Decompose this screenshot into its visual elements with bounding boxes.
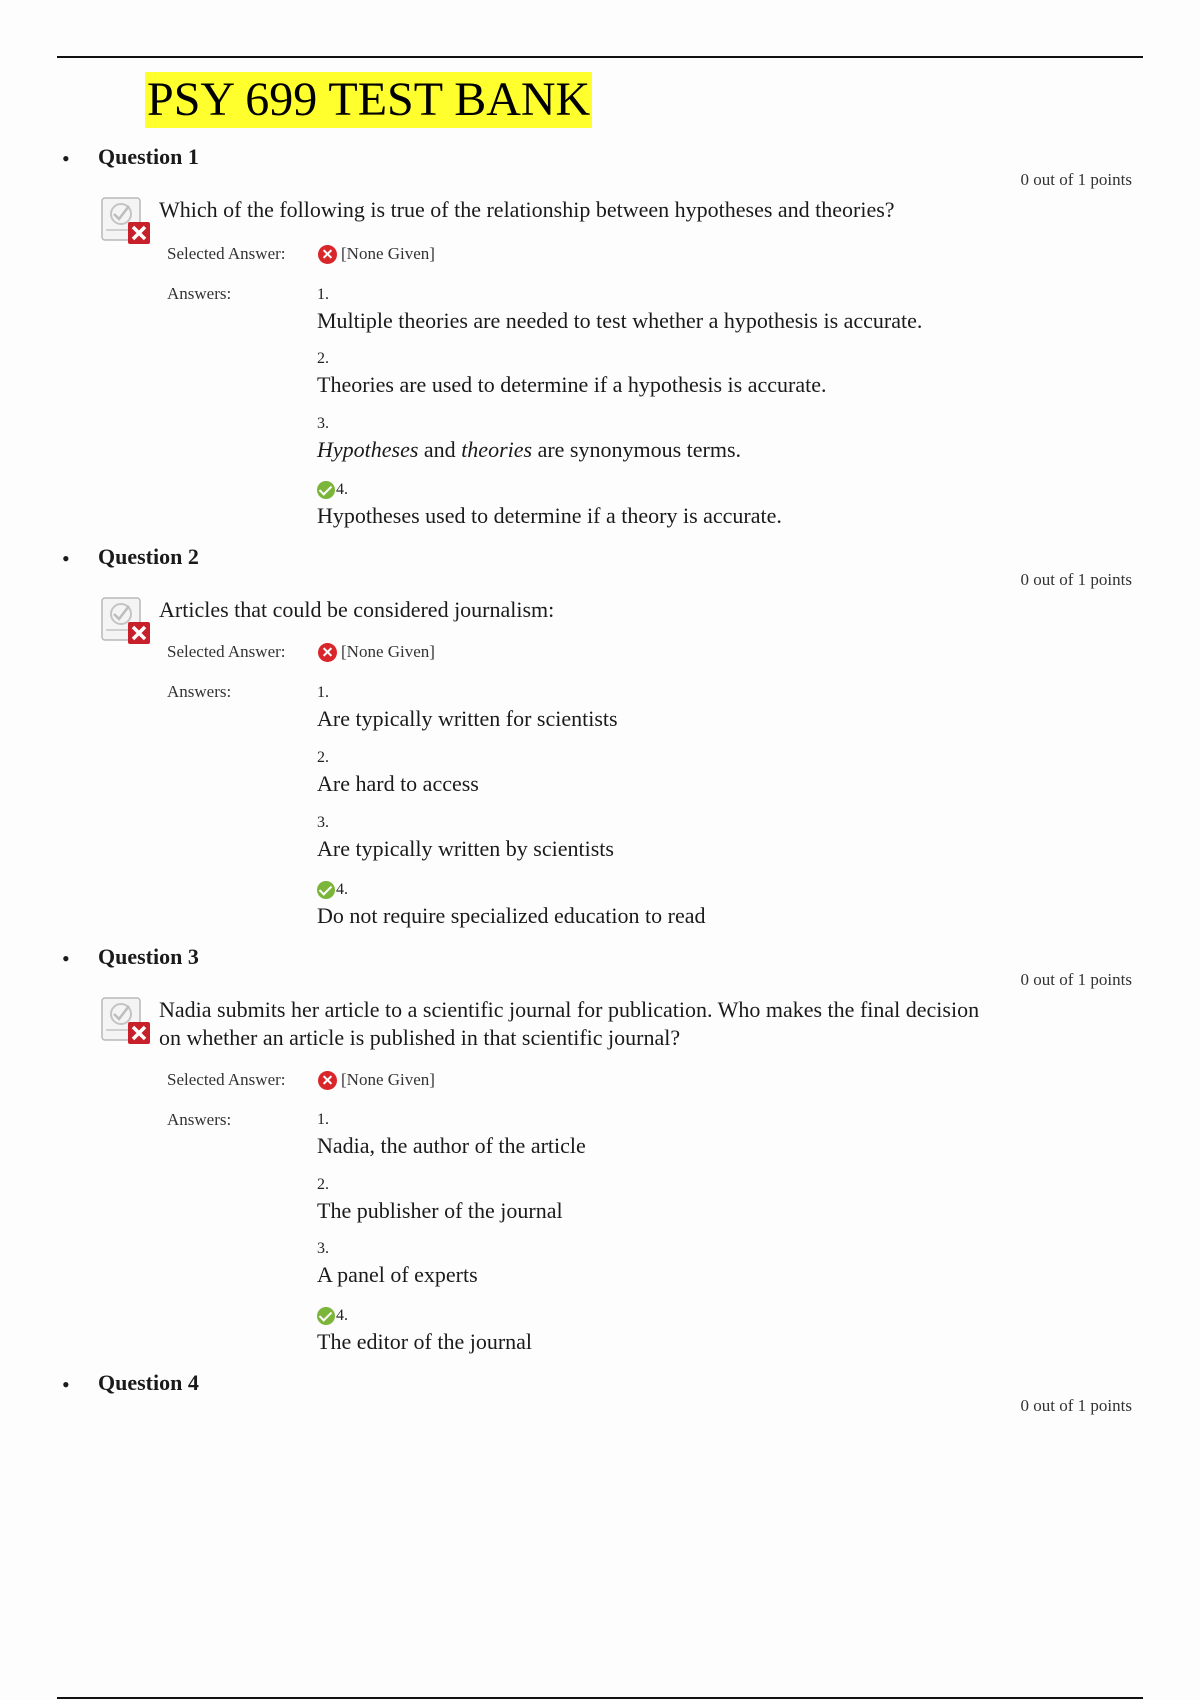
answer-text: Hypotheses used to determine if a theory is accurate. bbox=[317, 503, 782, 528]
question-heading: Question 1 bbox=[98, 144, 199, 169]
selected-answer-text: [None Given] bbox=[341, 244, 435, 263]
answer-text-italic: Hypotheses bbox=[317, 437, 419, 462]
question-heading: Question 2 bbox=[98, 544, 199, 569]
answer-text: Do not require specialized education to read bbox=[317, 903, 706, 928]
bullet-icon: • bbox=[62, 146, 70, 171]
answer-option bbox=[317, 683, 618, 733]
incorrect-x-icon bbox=[318, 1071, 337, 1090]
top-rule bbox=[57, 56, 1143, 58]
incorrect-x-icon bbox=[318, 643, 337, 662]
question-1 bbox=[0, 142, 1200, 532]
answer-option bbox=[317, 1110, 586, 1160]
answer-text: Nadia, the author of the article bbox=[317, 1133, 586, 1158]
question-text: Articles that could be considered journalism: bbox=[159, 597, 555, 622]
answer-number-row bbox=[317, 1306, 532, 1326]
selected-answer-text: [None Given] bbox=[341, 1070, 435, 1089]
answers-label: Answers: bbox=[167, 682, 232, 701]
question-points: 0 out of 1 points bbox=[1020, 970, 1132, 989]
selected-answer-label: Selected Answer: bbox=[167, 244, 286, 263]
answer-text-italic: theories bbox=[461, 437, 533, 462]
answer-text-part: are synonymous terms. bbox=[532, 437, 742, 462]
question-text: Which of the following is true of the relationship between hypotheses and theories? bbox=[159, 197, 895, 222]
answer-number-row bbox=[317, 480, 782, 500]
answer-number: 2. bbox=[317, 749, 329, 766]
answer-text bbox=[317, 436, 741, 464]
answer-option bbox=[317, 1175, 563, 1225]
answer-number: 1. bbox=[317, 286, 329, 303]
answer-text: The publisher of the journal bbox=[317, 1198, 563, 1223]
question-3 bbox=[0, 942, 1200, 1362]
answer-number: 1. bbox=[317, 684, 329, 701]
answer-number: 3. bbox=[317, 814, 329, 831]
answer-option bbox=[317, 414, 741, 464]
answer-number: 1. bbox=[317, 1111, 329, 1128]
answer-number: 4. bbox=[336, 481, 348, 498]
question-4 bbox=[0, 1368, 1200, 1438]
answer-text-part: and bbox=[418, 437, 462, 462]
answer-option-correct bbox=[317, 880, 706, 930]
answer-option bbox=[317, 748, 479, 798]
answer-text: A panel of experts bbox=[317, 1262, 478, 1287]
question-text: Nadia submits her article to a scientific journal for publication. Who makes the final decision on whether an article is published in that scientific journal? bbox=[159, 997, 980, 1050]
answer-option-correct bbox=[317, 480, 782, 530]
selected-answer-label: Selected Answer: bbox=[167, 642, 286, 661]
answer-number: 4. bbox=[336, 1307, 348, 1324]
question-heading: Question 4 bbox=[98, 1370, 199, 1395]
answer-option bbox=[317, 349, 826, 399]
answer-number: 3. bbox=[317, 1240, 329, 1257]
correct-check-icon bbox=[317, 881, 335, 899]
answer-text: Are hard to access bbox=[317, 771, 479, 796]
answer-option bbox=[317, 285, 922, 335]
incorrect-x-icon bbox=[318, 245, 337, 264]
answer-text: Theories are used to determine if a hypothesis is accurate. bbox=[317, 372, 827, 397]
answer-text: The editor of the journal bbox=[317, 1329, 533, 1354]
answer-number: 2. bbox=[317, 1176, 329, 1193]
document-title: PSY 699 TEST BANK bbox=[147, 73, 591, 126]
question-points: 0 out of 1 points bbox=[1020, 1396, 1132, 1415]
incorrect-icon bbox=[100, 194, 152, 246]
answer-text: Are typically written for scientists bbox=[317, 706, 618, 731]
answer-option bbox=[317, 813, 614, 863]
correct-check-icon bbox=[317, 1307, 335, 1325]
answer-number: 3. bbox=[317, 415, 329, 432]
selected-answer-label: Selected Answer: bbox=[167, 1070, 286, 1089]
selected-answer-value bbox=[318, 640, 435, 664]
question-points: 0 out of 1 points bbox=[1020, 170, 1132, 189]
bullet-icon: • bbox=[62, 946, 70, 971]
answer-number: 2. bbox=[317, 350, 329, 367]
question-2 bbox=[0, 542, 1200, 932]
selected-answer-value bbox=[318, 1068, 435, 1092]
incorrect-icon bbox=[100, 594, 152, 646]
answer-option bbox=[317, 1239, 478, 1289]
question-points: 0 out of 1 points bbox=[1020, 570, 1132, 589]
correct-check-icon bbox=[317, 481, 335, 499]
selected-answer-value bbox=[318, 242, 435, 266]
question-heading: Question 3 bbox=[98, 944, 199, 969]
selected-answer-text: [None Given] bbox=[341, 642, 435, 661]
incorrect-icon bbox=[100, 994, 152, 1046]
answer-option-correct bbox=[317, 1306, 532, 1356]
answer-text: Are typically written by scientists bbox=[317, 836, 614, 861]
bullet-icon: • bbox=[62, 546, 70, 571]
bottom-rule bbox=[57, 1697, 1143, 1699]
answers-label: Answers: bbox=[167, 284, 232, 303]
answer-number: 4. bbox=[336, 881, 348, 898]
bullet-icon: • bbox=[62, 1372, 70, 1397]
answer-number-row bbox=[317, 880, 706, 900]
answers-label: Answers: bbox=[167, 1110, 232, 1129]
answer-text: Multiple theories are needed to test whether a hypothesis is accurate. bbox=[317, 308, 923, 333]
